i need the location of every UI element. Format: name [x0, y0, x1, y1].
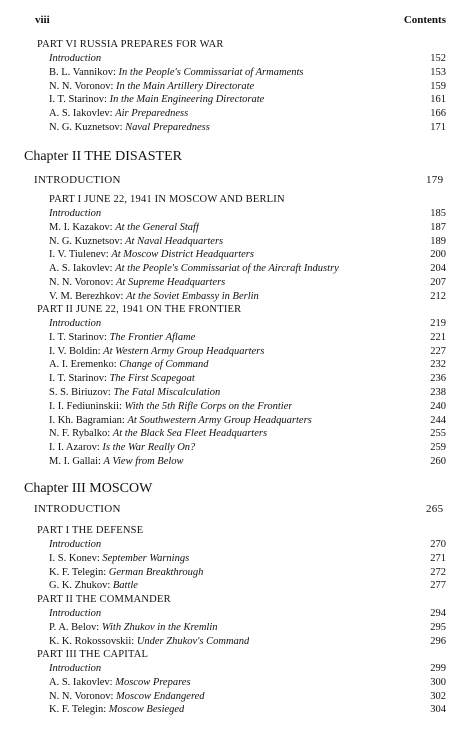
entry-page: 277 [430, 580, 446, 592]
toc-entry [49, 690, 446, 703]
entry-author: V. M. Berezhkov: [49, 290, 127, 302]
entry-page: 304 [430, 704, 446, 716]
entry-page: 207 [430, 277, 446, 288]
toc-entry [49, 579, 446, 592]
entry-author: I. V. Boldin: [49, 345, 104, 357]
entry-title: Introduction [49, 608, 102, 619]
entry-title: At Southwestern Army Group Headquarters [127, 414, 312, 426]
entry-text [49, 121, 210, 134]
toc-entry [49, 121, 446, 134]
entry-author: K. F. Telegin: [49, 704, 109, 716]
toc-entry [49, 400, 446, 413]
toc-entry [49, 414, 446, 427]
entry-title: At the People's Commissariat of the Aircraft Industry [115, 263, 339, 275]
entry-author: I. S. Konev: [49, 552, 103, 564]
entry-page: 159 [430, 80, 446, 92]
entry-title: At Naval Headquarters [125, 235, 224, 247]
toc-entry [49, 276, 446, 289]
part-title: PART I THE DEFENSE [37, 525, 144, 536]
entry-title: In the Main Engineering Directorate [109, 94, 265, 106]
toc-entry [49, 566, 446, 579]
entry-title: Introduction [49, 539, 102, 550]
toc-entry [49, 248, 446, 261]
entry-author: I. T. Starinov: [49, 94, 110, 106]
entry-title: Moscow Besieged [108, 704, 185, 716]
chapter-introduction: INTRODUCTION [34, 503, 121, 515]
entry-title: Naval Preparedness [125, 122, 210, 133]
entry-text [49, 703, 184, 716]
entry-text [49, 607, 101, 620]
toc-entry [49, 207, 446, 220]
toc-entry [49, 358, 446, 371]
toc-entry [49, 66, 446, 79]
entry-text [49, 221, 199, 234]
entry-author: N. G. Kuznetsov: [49, 122, 126, 133]
entry-author: A. S. Iakovlev: [49, 263, 116, 275]
entry-title: Introduction [49, 663, 102, 674]
entry-author: N. F. Rybalko: [49, 428, 113, 440]
toc-entry [49, 235, 446, 248]
entry-page: 296 [430, 635, 446, 647]
entry-author: B. L. Vannikov: [49, 66, 119, 78]
toc-entry [49, 386, 446, 399]
entry-text [49, 93, 264, 106]
entry-text [49, 207, 101, 220]
toc-entry [49, 455, 446, 468]
chapter-title: Chapter II THE DISASTER [24, 149, 182, 164]
toc-entry [49, 317, 446, 330]
entry-page: 255 [430, 428, 446, 440]
toc-entry [49, 676, 446, 689]
entry-page: 272 [430, 566, 446, 578]
entry-text [49, 676, 191, 689]
entry-title: A View from Below [103, 456, 184, 467]
entry-text [49, 52, 101, 65]
entry-page: 185 [430, 208, 446, 219]
entry-title: Air Preparedness [115, 108, 189, 120]
entry-title: Is the War Really On? [102, 442, 196, 454]
entry-page: 221 [430, 331, 446, 343]
toc-entry [49, 290, 446, 303]
entry-text [49, 66, 303, 79]
entry-page: 271 [430, 552, 446, 564]
entry-text [49, 290, 259, 303]
entry-page: 260 [430, 456, 446, 467]
entry-title: German Breakthrough [108, 566, 204, 578]
entry-author: N. N. Voronov: [49, 277, 116, 288]
entry-page: 302 [430, 690, 446, 702]
toc-entry [49, 538, 446, 551]
entry-page: 259 [430, 442, 446, 454]
entry-text [49, 372, 195, 385]
entry-author: I. I. Fediuninskii: [49, 400, 125, 412]
entry-text [49, 538, 101, 551]
entry-page: 187 [430, 221, 446, 233]
toc-entry [49, 107, 446, 120]
entry-page: 270 [430, 539, 446, 550]
toc-entry [49, 441, 446, 454]
entry-author: K. F. Telegin: [49, 566, 109, 578]
entry-title: The First Scapegoat [109, 373, 195, 385]
toc-entry [49, 621, 446, 634]
entry-text [49, 579, 138, 592]
part-title: PART VI RUSSIA PREPARES FOR WAR [37, 39, 224, 50]
entry-page: 219 [430, 318, 446, 329]
entry-text [49, 441, 195, 454]
entry-text [49, 358, 209, 371]
entry-author: S. S. Biriuzov: [49, 387, 114, 398]
entry-author: I. V. Tiulenev: [49, 249, 112, 261]
entry-author: G. K. Zhukov: [49, 580, 113, 592]
entry-text [49, 621, 218, 634]
entry-title: Introduction [49, 53, 102, 64]
entry-text [49, 331, 195, 344]
entry-title: Introduction [49, 318, 102, 329]
entry-page: 294 [430, 608, 446, 619]
entry-page: 161 [430, 94, 446, 106]
toc-entry [49, 662, 446, 675]
entry-text [49, 400, 292, 413]
toc-entry [49, 93, 446, 106]
entry-author: I. I. Azarov: [49, 442, 103, 454]
entry-author: I. T. Starinov: [49, 373, 110, 385]
entry-title: With Zhukov in the Kremlin [101, 621, 218, 633]
toc-entry [49, 635, 446, 648]
entry-page: 166 [430, 108, 446, 120]
toc-entry [49, 703, 446, 716]
toc-entry [49, 345, 446, 358]
entry-author: M. I. Kazakov: [49, 221, 116, 233]
entry-page: 153 [430, 66, 446, 78]
entry-page: 152 [430, 53, 446, 64]
toc-entry [49, 80, 446, 93]
entry-author: M. I. Gallai: [49, 456, 104, 467]
chapter-introduction: INTRODUCTION [34, 174, 121, 186]
entry-text [49, 345, 264, 358]
entry-page: 236 [430, 373, 446, 385]
toc-entry [49, 221, 446, 234]
entry-text [49, 427, 267, 440]
entry-page: 238 [430, 387, 446, 398]
entry-title: In the Main Artillery Directorate [116, 80, 255, 92]
entry-text [49, 635, 249, 648]
entry-text [49, 262, 339, 275]
entry-title: At Western Army Group Headquarters [103, 345, 265, 357]
entry-page: 295 [430, 621, 446, 633]
entry-page: 212 [430, 290, 446, 302]
toc-entry [49, 427, 446, 440]
entry-title: The Frontier Aflame [109, 331, 196, 343]
entry-page: 232 [430, 359, 446, 371]
toc-entry [49, 262, 446, 275]
entry-text [49, 276, 225, 289]
toc-entry [49, 552, 446, 565]
entry-text [49, 317, 101, 330]
entry-title: Change of Command [119, 359, 209, 371]
entry-page: 171 [430, 122, 446, 133]
entry-text [49, 455, 184, 468]
entry-text [49, 107, 188, 120]
entry-page: 300 [430, 676, 446, 688]
entry-title: At the General Staff [115, 221, 199, 233]
entry-author: A. I. Eremenko: [49, 359, 120, 371]
entry-page: 244 [430, 414, 446, 426]
part-title: PART II JUNE 22, 1941 ON THE FRONTIER [37, 304, 242, 315]
entry-author: A. S. Iakovlev: [49, 676, 116, 688]
entry-author: N. G. Kuznetsov: [49, 235, 126, 247]
toc-entry [49, 607, 446, 620]
entry-author: N. N. Voronov: [49, 690, 116, 702]
part-title: PART II THE COMMANDER [37, 594, 171, 605]
entry-text [49, 552, 189, 565]
entry-title: In the People's Commissariat of Armaments [118, 66, 304, 78]
entry-author: P. A. Belov: [49, 621, 102, 633]
entry-text [49, 414, 312, 427]
entry-title: At Supreme Headquarters [116, 277, 226, 288]
page-number: viii [35, 14, 50, 26]
toc-entry [49, 52, 446, 65]
entry-title: Introduction [49, 208, 102, 219]
entry-text [49, 566, 203, 579]
entry-title: The Fatal Miscalculation [113, 387, 221, 398]
entry-text [49, 386, 220, 399]
entry-text [49, 690, 205, 703]
entry-page: 299 [430, 663, 446, 674]
chapter-introduction-page: 265 [426, 503, 444, 515]
entry-title: Under Zhukov's Command [136, 635, 250, 647]
running-title: Contents [403, 14, 446, 26]
entry-page: 200 [430, 249, 446, 261]
entry-page: 189 [430, 235, 446, 247]
entry-author: K. K. Rokossovskii: [49, 635, 137, 647]
toc-entry [49, 372, 446, 385]
entry-author: A. S. Iakovlev: [49, 108, 116, 120]
chapter-title: Chapter III MOSCOW [24, 481, 153, 496]
entry-text [49, 662, 101, 675]
entry-author: I. T. Starinov: [49, 331, 110, 343]
entry-title: September Warnings [102, 552, 190, 564]
entry-text [49, 80, 254, 93]
part-title: PART III THE CAPITAL [37, 649, 149, 660]
entry-page: 204 [430, 263, 446, 275]
entry-title: At the Black Sea Fleet Headquarters [112, 428, 268, 440]
entry-title: With the 5th Rifle Corps on the Frontier [124, 400, 293, 412]
entry-title: Moscow Prepares [115, 676, 191, 688]
entry-author: N. N. Voronov: [49, 80, 116, 92]
entry-title: Moscow Endangered [116, 690, 205, 702]
entry-author: I. Kh. Bagramian: [49, 414, 128, 426]
entry-title: At the Soviet Embassy in Berlin [126, 290, 259, 302]
entry-text [49, 248, 254, 261]
chapter-introduction-page: 179 [426, 174, 444, 186]
toc-entry [49, 331, 446, 344]
entry-text [49, 235, 223, 248]
entry-title: At Moscow District Headquarters [111, 249, 254, 261]
entry-page: 227 [430, 345, 446, 357]
entry-page: 240 [430, 400, 446, 412]
part-title: PART I JUNE 22, 1941 IN MOSCOW AND BERLIN [49, 194, 285, 205]
entry-title: Battle [112, 580, 138, 592]
